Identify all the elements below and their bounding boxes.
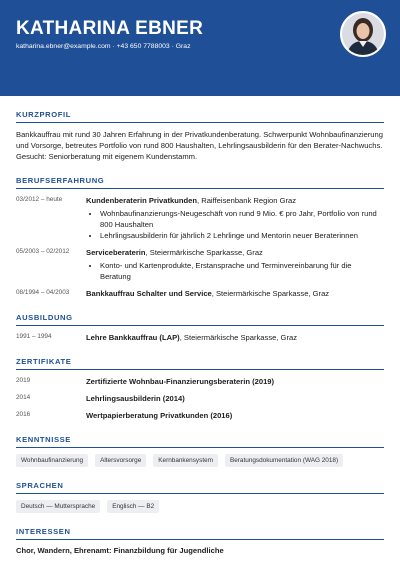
certificate-title: Wertpapierberatung Privatkunden (2016) (86, 411, 233, 420)
entry-date: 08/1994 – 04/2003 (16, 289, 70, 296)
certificate-year: 2016 (16, 411, 31, 418)
language-tag: Deutsch — Muttersprache (16, 500, 100, 513)
section-title-profile: KURZPROFIL (16, 110, 384, 123)
cv-header (0, 0, 400, 96)
education-entry (16, 332, 384, 343)
certificate-entry (16, 393, 384, 404)
skill-tag: Wohnbaufinanzierung (16, 454, 88, 467)
entry-organization: , Steiermärkische Sparkasse, Graz (145, 248, 263, 257)
language-tag: Englisch — B2 (107, 500, 159, 513)
entry-bullet: • Lehrlingsausbilderin für jährlich 2 Lehrlinge und Mentorin neuer Beraterinnen (100, 230, 384, 241)
entry-organization: , Steiermärkische Sparkasse, Graz (179, 333, 298, 342)
contact-line: katharina.ebner@example.com · +43 650 7788003 · Graz (16, 43, 191, 50)
entry-title: Serviceberaterin (86, 248, 146, 257)
languages-list (16, 500, 384, 513)
section-title-languages: SPRACHEN (16, 481, 384, 494)
entry-bullet: • Wohnbaufinanzierungs-Neugeschäft von rund 9 Mio. € pro Jahr, Portfolio von rund 800 Haushalten (100, 208, 384, 230)
section-title-certificates: ZERTIFIKATE (16, 357, 384, 370)
skill-tag: Altersvorsorge (95, 454, 146, 467)
entry-date: 05/2003 – 02/2012 (16, 248, 70, 255)
entry-date: 03/2012 – heute (16, 196, 63, 203)
entry-date: 1991 – 1994 (16, 333, 52, 340)
certificate-entry (16, 410, 384, 421)
profile-summary: Bankkauffrau mit rund 30 Jahren Erfahrung in der Privatkundenberatung. Schwerpunkt Wohnbaufinanzierung und Vorsorge, betreutes Portfolio von rund 800 Haushalten, Lehrlingsausbilderin für den Berater-Nachwuchs. Gesucht: Seniorberatung mit eigenem Kundenstamm. (16, 130, 383, 161)
entry-title: Kundenberaterin Privatkunden (86, 196, 197, 205)
experience-entry (16, 195, 384, 241)
entry-title: Bankkauffrau Schalter und Service (86, 289, 212, 298)
experience-entry (16, 247, 384, 282)
profile-photo (340, 11, 386, 57)
interests-text: Chor, Wandern, Ehrenamt: Finanzbildung für Jugendliche (16, 546, 224, 555)
entry-title: Lehre Bankkauffrau (LAP) (86, 333, 180, 342)
certificate-year: 2014 (16, 394, 31, 401)
entry-organization: , Raiffeisenbank Region Graz (196, 196, 297, 205)
section-title-education: AUSBILDUNG (16, 313, 384, 326)
section-title-experience: BERUFSERFAHRUNG (16, 176, 384, 189)
skills-list (16, 454, 384, 467)
skill-tag: Beratungsdokumentation (WAG 2018) (225, 454, 343, 467)
certificate-entry (16, 376, 384, 387)
person-name: KATHARINA EBNER (16, 18, 204, 39)
certificate-title: Zertifizierte Wohnbau-Finanzierungsberaterin (2019) (86, 377, 275, 386)
entry-organization: , Steiermärkische Sparkasse, Graz (211, 289, 330, 298)
entry-bullet: • Konto- und Kartenprodukte, Erstansprache und Terminvereinbarung für die Beratung (100, 260, 384, 282)
experience-entry (16, 288, 384, 299)
section-title-skills: KENNTNISSE (16, 435, 384, 448)
skill-tag: Kernbankensystem (153, 454, 218, 467)
certificate-year: 2019 (16, 377, 31, 384)
certificate-title: Lehrlingsausbilderin (2014) (86, 394, 185, 403)
section-title-interests: INTERESSEN (16, 527, 384, 540)
